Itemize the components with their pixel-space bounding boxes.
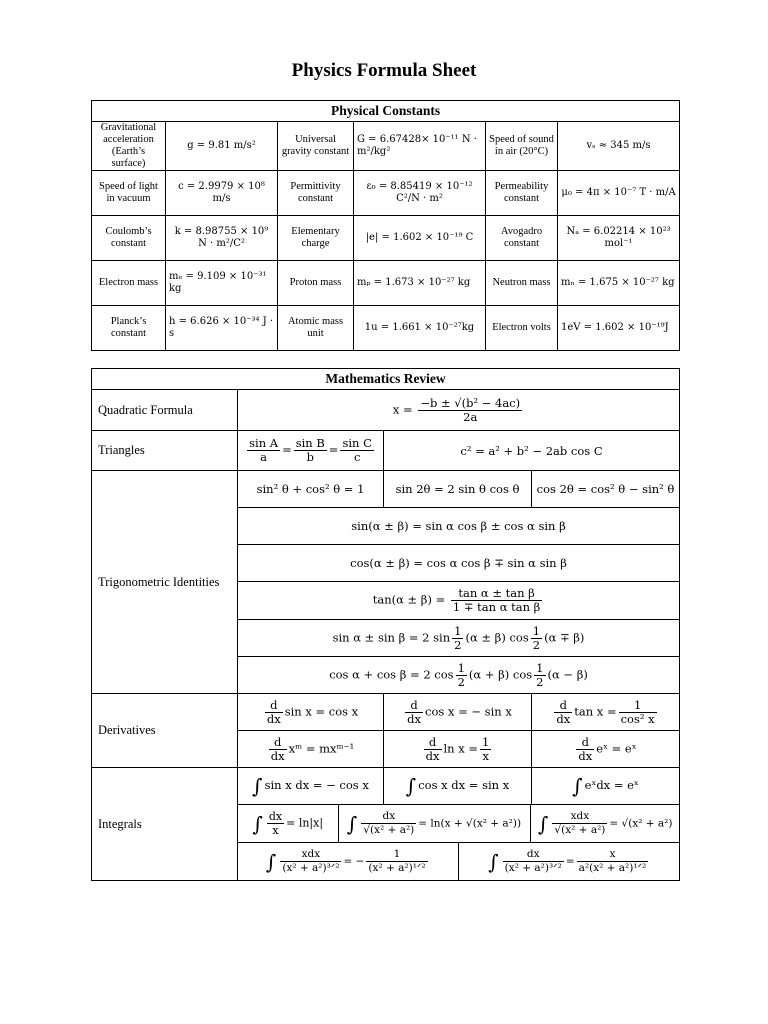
constant-value: 1eV = 1.602 × 10⁻¹⁹J — [558, 306, 680, 351]
constant-label: Gravitational acceleration (Earth’s surface) — [92, 122, 166, 171]
math-header: Mathematics Review — [92, 369, 680, 390]
constant-label: Planck’s constant — [92, 306, 166, 351]
integral-sign: ∫ — [538, 811, 549, 836]
integrals-label: Integrals — [92, 768, 238, 881]
integral-row-2 — [238, 805, 680, 843]
quadratic-denominator: 2a — [463, 409, 478, 424]
integral-result: = √(x² + a²) — [609, 817, 673, 830]
integral-expr: sin x dx = − cos x — [264, 778, 369, 792]
constant-value: |e| = 1.602 × 10⁻¹⁹ C — [354, 216, 486, 261]
constant-label: Speed of sound in air (20°C) — [486, 122, 558, 171]
integral-result-num: x — [577, 848, 649, 862]
constant-value: mₚ = 1.673 × 10⁻²⁷ kg — [354, 261, 486, 306]
constant-value: g = 9.81 m/s² — [166, 122, 278, 171]
constants-header: Physical Constants — [92, 101, 680, 122]
sin-prod-part: sin α ± sin β = 2 sin — [332, 630, 451, 644]
integral-result: = ln(x + √(x² + a²)) — [418, 817, 522, 830]
quadratic-formula — [238, 390, 680, 431]
quadratic-numerator: −b ± √(b² − 4ac) — [420, 395, 521, 410]
constant-value: h = 6.626 × 10⁻³⁴ J · s — [166, 306, 278, 351]
page-title: Physics Formula Sheet — [291, 60, 477, 81]
constant-value: mₑ = 9.109 × 10⁻³¹ kg — [166, 261, 278, 306]
constants-row — [92, 216, 680, 261]
constant-value: Nₐ = 6.02214 × 10²³ mol⁻¹ — [558, 216, 680, 261]
sine-rule-num: sin C — [342, 436, 372, 450]
integral-num: xdx — [280, 848, 341, 862]
derivative-expr: eˣ = eˣ — [596, 741, 637, 755]
constant-value: μ₀ = 4π × 10⁻⁷ T · m/A — [558, 171, 680, 216]
constant-value: 1u = 1.661 × 10⁻²⁷kg — [354, 306, 486, 351]
tan-sum-den: 1 ∓ tan α tan β — [452, 600, 541, 614]
derivative-expr: xᵐ = mxᵐ⁻¹ — [288, 741, 355, 755]
integral-sign: ∫ — [346, 811, 358, 836]
d-num: d — [424, 736, 442, 750]
dx-den: dx — [266, 711, 281, 726]
integral-sign: ∫ — [572, 774, 583, 798]
constant-label: Elementary charge — [278, 216, 354, 261]
constant-label: Permittivity constant — [278, 171, 354, 216]
double-angle-sin: sin 2θ = 2 sin θ cos θ — [384, 471, 532, 508]
double-angle-cos: cos 2θ = cos² θ − sin² θ — [532, 471, 680, 508]
ln-deriv-num: 1 — [482, 734, 490, 749]
mathematics-review-table — [91, 368, 680, 881]
ln-deriv-den: x — [482, 748, 489, 763]
integral-den: √(x² + a²) — [363, 824, 415, 836]
dx-den: dx — [270, 748, 285, 763]
half-den: 2 — [536, 674, 544, 689]
constant-label: Electron volts — [486, 306, 558, 351]
equals-sign: = — [328, 442, 339, 457]
constant-label: Avogadro constant — [486, 216, 558, 261]
trig-label: Trigonometric Identities — [92, 471, 238, 694]
dx-den: dx — [407, 711, 422, 726]
constant-value: mₙ = 1.675 × 10⁻²⁷ kg — [558, 261, 680, 306]
constant-label: Neutron mass — [486, 261, 558, 306]
constant-label: Electron mass — [92, 261, 166, 306]
integral-den: (x² + a²)³ᐟ² — [504, 862, 562, 874]
integral-row-2-cells — [238, 805, 680, 842]
integral-sin — [238, 768, 384, 805]
integral-inverse-sqrt — [338, 805, 530, 842]
integral-one-over-power — [458, 843, 680, 880]
tan-sum-lhs: tan(α ± β) = — [372, 592, 446, 607]
constant-label: Permeability constant — [486, 171, 558, 216]
integral-equals: = − — [343, 855, 365, 868]
derivatives-label: Derivatives — [92, 694, 238, 768]
integral-cos — [384, 768, 532, 805]
constants-row — [92, 306, 680, 351]
half-den: 2 — [532, 637, 541, 652]
integral-num: dx — [361, 810, 416, 824]
integral-result-num: 1 — [366, 848, 427, 862]
cos-sum-identity: cos(α ± β) = cos α cos β ∓ sin α sin β — [238, 545, 680, 582]
tan-deriv-num: 1 — [619, 699, 657, 713]
sine-rule-num: sin B — [295, 436, 325, 450]
half-num: 1 — [536, 660, 544, 675]
half-num: 1 — [532, 623, 541, 638]
integral-sign: ∫ — [488, 849, 499, 874]
derivative-ln — [384, 731, 532, 768]
sin-sum-product — [238, 620, 680, 657]
integral-exp — [532, 768, 680, 805]
integral-den: √(x² + a²) — [554, 824, 606, 836]
dx-den: dx — [578, 748, 593, 763]
tan-sum-num: tan α ± tan β — [451, 587, 542, 601]
integral-sign: ∫ — [252, 811, 263, 836]
derivative-sin — [238, 694, 384, 731]
constant-label: Proton mass — [278, 261, 354, 306]
integral-expr: cos x dx = sin x — [418, 778, 510, 792]
constants-row — [92, 261, 680, 306]
integral-den: (x² + a²)³ᐟ² — [282, 862, 340, 874]
derivative-expr: ln x = — [443, 741, 479, 755]
integral-num: dx — [503, 848, 564, 862]
integral-result-den: a²(x² + a²)¹ᐟ² — [578, 862, 647, 874]
constant-value: c = 2.9979 × 10⁸ m/s — [166, 171, 278, 216]
constant-value: G = 6.67428× 10⁻¹¹ N · m²/kg² — [354, 122, 486, 171]
constant-label: Coulomb’s constant — [92, 216, 166, 261]
d-num: d — [405, 699, 423, 713]
d-num: d — [576, 736, 594, 750]
integral-result-den: (x² + a²)¹ᐟ² — [368, 862, 426, 874]
constants-row — [92, 122, 680, 171]
constant-label: Universal gravity constant — [278, 122, 354, 171]
constants-row — [92, 171, 680, 216]
integral-row-3 — [238, 843, 680, 881]
constant-value: vₛ ≈ 345 m/s — [558, 122, 680, 171]
integral-reciprocal — [238, 805, 338, 842]
integral-den: x — [272, 824, 279, 837]
integral-num: dx — [268, 810, 283, 823]
half-num: 1 — [454, 623, 462, 638]
integral-x-over-sqrt — [530, 805, 680, 842]
derivative-expr: cos x = − sin x — [425, 704, 512, 718]
quadratic-lhs: x = — [392, 402, 413, 416]
cosine-rule: c² = a² + b² − 2ab cos C — [384, 431, 680, 471]
constant-label: Speed of light in vacuum — [92, 171, 166, 216]
derivative-power — [238, 731, 384, 768]
cos-prod-part: cos α + cos β = 2 cos — [329, 667, 454, 681]
integral-sign: ∫ — [252, 774, 263, 798]
half-den: 2 — [457, 674, 465, 689]
derivative-exp — [532, 731, 680, 768]
dx-den: dx — [425, 748, 440, 763]
sin-sum-identity: sin(α ± β) = sin α cos β ± cos α sin β — [238, 508, 680, 545]
d-num: d — [269, 736, 287, 750]
constant-value: k = 8.98755 × 10⁹ N · m²/C² — [166, 216, 278, 261]
half-den: 2 — [454, 637, 462, 652]
sine-rule-num: sin A — [249, 436, 279, 450]
cos-prod-part: (α + β) cos — [468, 667, 533, 681]
tan-deriv-den: cos² x — [620, 711, 655, 726]
integral-result: = ln|x| — [286, 816, 324, 830]
derivative-expr: sin x = cos x — [284, 704, 359, 718]
derivative-tan — [532, 694, 680, 731]
sine-rule-den: c — [353, 450, 361, 464]
derivative-cos — [384, 694, 532, 731]
tan-sum-identity — [238, 582, 680, 620]
sine-rule-den: b — [306, 450, 314, 464]
integral-x-over-power — [238, 843, 458, 880]
integral-num: xdx — [552, 810, 607, 824]
cos-prod-part: (α − β) — [547, 667, 588, 681]
integral-sign: ∫ — [265, 849, 277, 874]
sin-prod-part: (α ∓ β) — [544, 630, 585, 644]
d-num: d — [265, 699, 283, 713]
sin-prod-part: (α ± β) cos — [465, 630, 529, 644]
half-num: 1 — [457, 660, 465, 675]
d-num: d — [554, 699, 572, 713]
dx-den: dx — [556, 711, 571, 726]
pythagorean-identity: sin² θ + cos² θ = 1 — [238, 471, 384, 508]
quadratic-label: Quadratic Formula — [92, 390, 238, 431]
sine-rule-den: a — [260, 450, 268, 464]
triangles-label: Triangles — [92, 431, 238, 471]
integral-expr: eˣdx = eˣ — [584, 778, 639, 792]
integral-sign: ∫ — [405, 774, 417, 798]
derivative-expr: tan x = — [574, 704, 617, 718]
sine-rule — [238, 431, 384, 471]
quadratic-fraction — [418, 397, 522, 424]
integral-row-3-cells — [238, 843, 680, 880]
constant-label: Atomic mass unit — [278, 306, 354, 351]
cos-sum-product — [238, 657, 680, 694]
constant-value: ε₀ = 8.85419 × 10⁻¹² C²/N · m² — [354, 171, 486, 216]
equals-sign: = — [282, 442, 292, 457]
integral-equals: = — [565, 855, 575, 868]
physical-constants-table — [91, 100, 680, 351]
